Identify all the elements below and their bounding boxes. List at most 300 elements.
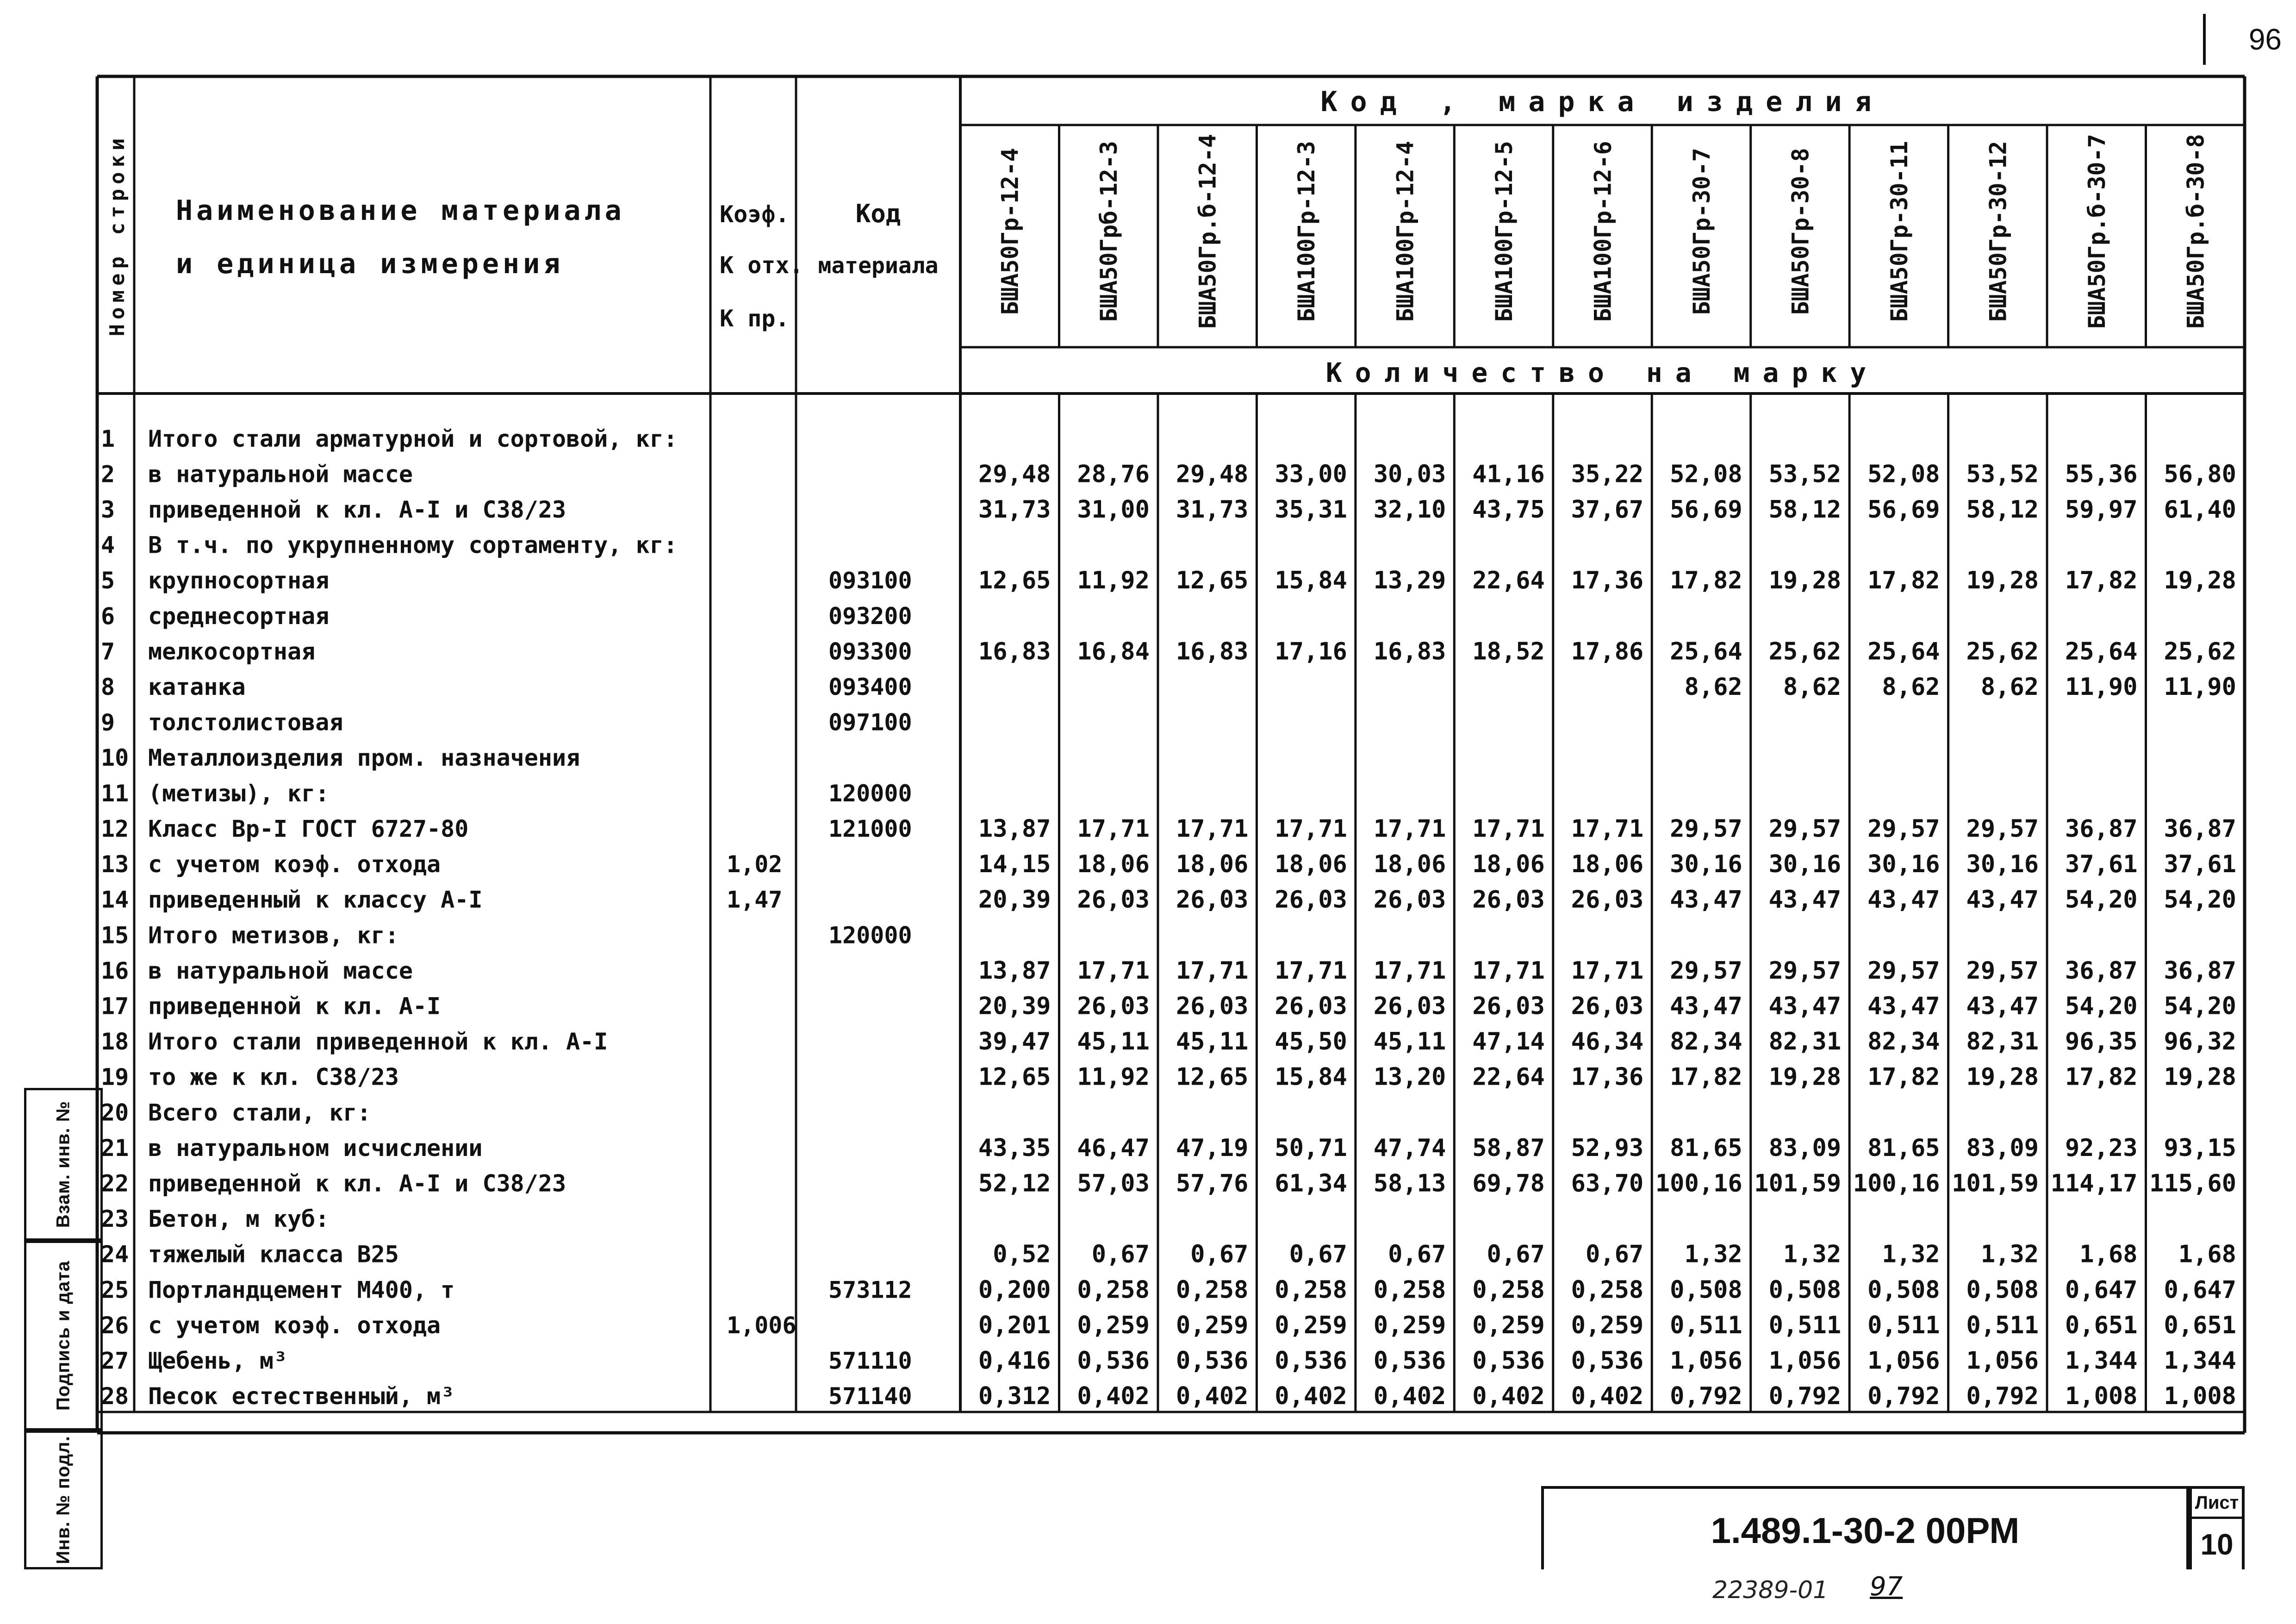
quantity-value: 0,67 (1487, 1240, 1545, 1268)
row-number: 3 (101, 496, 115, 523)
quantity-value: 26,03 (1472, 992, 1545, 1020)
quantity-value: 29,57 (1670, 956, 1742, 985)
quantity-value: 36,87 (2065, 815, 2138, 843)
quantity-value: 12,65 (1176, 1063, 1249, 1091)
quantity-value: 19,28 (2164, 567, 2236, 595)
quantity-value: 43,47 (1966, 886, 2039, 914)
material-name: мелкосортная (148, 638, 316, 665)
quantity-value: 0,402 (1077, 1382, 1150, 1411)
row-number: 19 (101, 1063, 129, 1091)
quantity-value: 13,20 (1373, 1063, 1446, 1091)
quantity-value: 82,34 (1670, 1028, 1742, 1056)
coef-value: 1,006 (727, 1312, 796, 1339)
quantity-value: 0,258 (1571, 1276, 1644, 1304)
quantity-value: 1,056 (1966, 1347, 2039, 1375)
quantity-value: 0,508 (1867, 1276, 1940, 1304)
quantity-value: 16,83 (978, 637, 1051, 666)
row-number: 9 (101, 709, 115, 736)
quantity-value: 58,87 (1472, 1134, 1545, 1162)
quantity-value: 30,16 (1768, 850, 1842, 879)
code-header-line2: материала (818, 253, 939, 279)
quantity-value: 47,19 (1176, 1134, 1249, 1162)
quantity-value: 36,87 (2164, 956, 2236, 985)
quantity-value: 19,28 (1966, 1063, 2039, 1091)
quantity-value: 0,312 (978, 1382, 1051, 1411)
quantity-value: 1,68 (2079, 1240, 2138, 1268)
quantity-value: 8,62 (1684, 673, 1742, 701)
quantity-value: 61,34 (1275, 1169, 1347, 1198)
quantity-value: 17,82 (2065, 567, 2138, 595)
row-number: 12 (101, 815, 129, 843)
quantity-value: 18,06 (1275, 850, 1347, 879)
quantity-value: 17,82 (1670, 1063, 1742, 1091)
quantity-value: 12,65 (978, 1063, 1051, 1091)
row-number: 20 (101, 1099, 129, 1126)
quantity-value: 56,69 (1867, 495, 1940, 524)
material-name: в натуральном исчислении (148, 1134, 483, 1162)
quantity-value: 0,536 (1077, 1347, 1150, 1375)
mark-name: БША100Гр-12-3 (1293, 141, 1320, 322)
row-number: 27 (101, 1347, 129, 1374)
quantity-value: 43,47 (1867, 992, 1940, 1020)
quantity-value: 0,258 (1077, 1276, 1150, 1304)
material-name: приведенный к классу А-I (148, 886, 483, 913)
document-code: 1.489.1-30-2 00РМ (1541, 1486, 2189, 1569)
quantity-value: 0,511 (1867, 1311, 1940, 1339)
quantity-value: 19,28 (1768, 1063, 1842, 1091)
quantity-value: 50,71 (1275, 1134, 1347, 1162)
quantity-value: 17,16 (1275, 637, 1347, 666)
group-header-marks: Код , марка изделия (1320, 86, 1885, 118)
archive-page: 97 (1870, 1572, 1903, 1602)
quantity-value: 17,71 (1571, 815, 1644, 843)
quantity-value: 45,11 (1373, 1028, 1446, 1056)
quantity-value: 0,651 (2164, 1311, 2236, 1339)
quantity-value: 14,15 (978, 850, 1051, 879)
quantity-value: 0,511 (1768, 1311, 1842, 1339)
sheet-number: 10 (2200, 1528, 2234, 1561)
quantity-value: 81,65 (1670, 1134, 1742, 1162)
quantity-value: 55,36 (2065, 460, 2138, 488)
quantity-value: 15,84 (1275, 567, 1347, 595)
table-text (101, 86, 2236, 1410)
material-name: Итого стали арматурной и сортовой, кг: (148, 425, 678, 452)
coef-value: 1,47 (727, 886, 783, 913)
quantity-value: 19,28 (1768, 567, 1842, 595)
quantity-value: 26,03 (1373, 992, 1446, 1020)
quantity-value: 11,92 (1077, 1063, 1150, 1091)
row-number: 21 (101, 1134, 129, 1162)
quantity-value: 17,82 (1867, 567, 1940, 595)
code-header-line1: Код (855, 199, 901, 228)
quantity-value: 25,64 (2065, 637, 2138, 666)
quantity-value: 101,59 (1952, 1169, 2039, 1198)
quantity-value: 18,06 (1472, 850, 1545, 879)
row-number: 11 (101, 780, 129, 807)
quantity-value: 45,11 (1077, 1028, 1150, 1056)
row-number: 22 (101, 1170, 129, 1197)
quantity-value: 32,10 (1373, 495, 1446, 524)
quantity-value: 82,31 (1966, 1028, 2039, 1056)
material-name: крупносортная (148, 567, 330, 594)
quantity-value: 29,57 (1966, 815, 2039, 843)
quantity-value: 18,06 (1176, 850, 1249, 879)
quantity-value: 13,87 (978, 815, 1051, 843)
row-number: 10 (101, 744, 129, 772)
quantity-value: 0,536 (1571, 1347, 1644, 1375)
mark-name: БША50Гр-30-8 (1787, 148, 1814, 315)
name-header-line1: Наименование материала (176, 194, 625, 227)
coef-value: 1,02 (727, 851, 783, 878)
quantity-value: 8,62 (1980, 673, 2039, 701)
quantity-value: 0,536 (1472, 1347, 1545, 1375)
material-name: приведенной к кл. А-I и С38/23 (148, 1170, 566, 1197)
quantity-value: 56,80 (2164, 460, 2236, 488)
row-number: 6 (101, 602, 115, 630)
quantity-value: 0,200 (978, 1276, 1051, 1304)
quantity-value: 12,65 (978, 567, 1051, 595)
quantity-value: 0,508 (1966, 1276, 2039, 1304)
quantity-value: 0,258 (1472, 1276, 1545, 1304)
row-number: 23 (101, 1206, 129, 1233)
quantity-value: 26,03 (1077, 886, 1150, 914)
quantity-value: 1,32 (1783, 1240, 1842, 1268)
material-name: катанка (148, 674, 246, 701)
quantity-value: 29,57 (1867, 956, 1940, 985)
quantity-value: 25,64 (1867, 637, 1940, 666)
quantity-value: 17,71 (1275, 956, 1347, 985)
quantity-value: 11,90 (2065, 673, 2138, 701)
quantity-value: 43,75 (1472, 495, 1545, 524)
quantity-value: 25,64 (1670, 637, 1742, 666)
quantity-value: 45,50 (1275, 1028, 1347, 1056)
mark-name: БША50Гр-30-7 (1688, 148, 1715, 315)
material-name: Песок естественный, м³ (148, 1383, 455, 1410)
row-number: 17 (101, 993, 129, 1020)
quantity-value: 17,71 (1275, 815, 1347, 843)
quantity-value: 0,67 (1289, 1240, 1347, 1268)
quantity-value: 0,536 (1373, 1347, 1446, 1375)
quantity-value: 63,70 (1571, 1169, 1644, 1198)
quantity-value: 1,056 (1670, 1347, 1742, 1375)
mark-name: БША50Гр-30-11 (1885, 141, 1913, 322)
quantity-value: 43,47 (1768, 886, 1842, 914)
row-number: 26 (101, 1312, 129, 1339)
quantity-value: 100,16 (1853, 1169, 1940, 1198)
mark-name: БША100Гр-12-4 (1392, 141, 1419, 322)
quantity-value: 29,57 (1966, 956, 2039, 985)
quantity-value: 12,65 (1176, 567, 1249, 595)
row-number: 16 (101, 957, 129, 984)
quantity-value: 58,13 (1373, 1169, 1446, 1198)
row-number: 7 (101, 638, 115, 665)
quantity-value: 0,258 (1373, 1276, 1446, 1304)
quantity-value: 17,82 (1867, 1063, 1940, 1091)
quantity-value: 26,03 (1373, 886, 1446, 914)
quantity-value: 15,84 (1275, 1063, 1347, 1091)
quantity-value: 54,20 (2065, 992, 2138, 1020)
material-name: (метизы), кг: (148, 780, 330, 807)
quantity-value: 93,15 (2164, 1134, 2236, 1162)
row-number: 8 (101, 674, 115, 701)
mark-name: БША50Гр-12-4 (996, 148, 1024, 315)
quantity-value: 43,47 (1867, 886, 1940, 914)
quantity-value: 56,69 (1670, 495, 1742, 524)
material-name: Щебень, м³ (148, 1347, 288, 1374)
material-name: Портландцемент М400, т (148, 1276, 455, 1304)
quantity-value: 0,792 (1867, 1382, 1940, 1411)
quantity-value: 17,71 (1176, 956, 1249, 985)
quantity-value: 0,67 (1388, 1240, 1446, 1268)
quantity-value: 81,65 (1867, 1134, 1940, 1162)
quantity-value: 36,87 (2065, 956, 2138, 985)
coef-header-line1: Коэф. (720, 201, 790, 228)
mark-name: БША100Гр-12-5 (1491, 141, 1518, 322)
row-number: 5 (101, 567, 115, 594)
quantity-value: 54,20 (2164, 886, 2236, 914)
quantity-value: 31,00 (1077, 495, 1150, 524)
quantity-value: 13,87 (978, 956, 1051, 985)
material-name: Металлоизделия пром. назначения (148, 744, 580, 772)
quantity-value: 26,03 (1176, 886, 1249, 914)
quantity-value: 0,402 (1275, 1382, 1347, 1411)
quantity-value: 0,536 (1176, 1347, 1249, 1375)
quantity-value: 1,056 (1768, 1347, 1842, 1375)
quantity-value: 0,402 (1373, 1382, 1446, 1411)
quantity-value: 25,62 (1966, 637, 2039, 666)
quantity-value: 17,71 (1472, 815, 1545, 843)
mark-name: БША100Гр-12-6 (1589, 141, 1617, 322)
quantity-value: 0,792 (1670, 1382, 1742, 1411)
quantity-value: 0,402 (1176, 1382, 1249, 1411)
page-number: 96 (2203, 14, 2291, 65)
quantity-value: 30,03 (1373, 460, 1446, 488)
quantity-value: 36,87 (2164, 815, 2236, 843)
quantity-value: 53,52 (1768, 460, 1842, 488)
quantity-value: 16,83 (1373, 637, 1446, 666)
material-code: 571110 (828, 1347, 912, 1374)
quantity-value: 17,82 (2065, 1063, 2138, 1091)
quantity-value: 0,508 (1670, 1276, 1742, 1304)
row-number: 28 (101, 1383, 129, 1410)
quantity-value: 53,52 (1966, 460, 2039, 488)
row-number: 25 (101, 1276, 129, 1304)
quantity-value: 41,16 (1472, 460, 1545, 488)
quantity-value: 30,16 (1867, 850, 1940, 879)
material-name: Итого метизов, кг: (148, 922, 399, 949)
quantity-value: 0,416 (978, 1347, 1051, 1375)
quantity-value: 114,17 (2050, 1169, 2138, 1198)
material-name: В т.ч. по укрупненному сортаменту, кг: (148, 531, 678, 559)
quantity-value: 54,20 (2164, 992, 2236, 1020)
mark-name: БША50Грб-12-3 (1095, 141, 1123, 322)
material-name: в натуральной массе (148, 461, 413, 488)
quantity-value: 17,71 (1077, 815, 1150, 843)
coef-header-line2: К отх. (720, 252, 803, 279)
quantity-value: 43,35 (978, 1134, 1051, 1162)
quantity-value: 25,62 (2164, 637, 2236, 666)
quantity-value: 0,259 (1472, 1311, 1545, 1339)
quantity-value: 37,61 (2164, 850, 2236, 879)
quantity-value: 1,68 (2178, 1240, 2236, 1268)
quantity-value: 43,47 (1670, 992, 1742, 1020)
quantity-value: 39,47 (978, 1028, 1051, 1056)
quantity-value: 17,36 (1571, 567, 1644, 595)
quantity-value: 17,36 (1571, 1063, 1644, 1091)
quantity-value: 26,03 (1077, 992, 1150, 1020)
quantity-value: 37,61 (2065, 850, 2138, 879)
quantity-value: 17,71 (1077, 956, 1150, 985)
quantity-value: 101,59 (1754, 1169, 1842, 1198)
quantity-value: 0,259 (1373, 1311, 1446, 1339)
quantity-value: 17,71 (1571, 956, 1644, 985)
quantity-value: 26,03 (1571, 992, 1644, 1020)
row-number: 4 (101, 531, 115, 559)
quantity-value: 69,78 (1472, 1169, 1545, 1198)
quantity-value: 33,00 (1275, 460, 1347, 488)
quantity-value: 57,03 (1077, 1169, 1150, 1198)
archive-number: 22389-01 (1712, 1576, 1829, 1604)
quantity-value: 61,40 (2164, 495, 2236, 524)
quantity-value: 58,12 (1966, 495, 2039, 524)
material-name: Класс Вр-I ГОСТ 6727-80 (148, 815, 469, 843)
material-name: Бетон, м куб: (148, 1206, 330, 1233)
quantity-value: 35,31 (1275, 495, 1347, 524)
quantity-value: 19,28 (1966, 567, 2039, 595)
quantity-value: 45,11 (1176, 1028, 1249, 1056)
quantity-value: 82,31 (1768, 1028, 1842, 1056)
quantity-value: 28,76 (1077, 460, 1150, 488)
quantity-value: 0,647 (2065, 1276, 2138, 1304)
quantity-value: 52,12 (978, 1169, 1051, 1198)
quantity-value: 0,647 (2164, 1276, 2236, 1304)
quantity-value: 0,402 (1571, 1382, 1644, 1411)
quantity-value: 37,67 (1571, 495, 1644, 524)
quantity-value: 0,67 (1585, 1240, 1644, 1268)
quantity-value: 29,48 (978, 460, 1051, 488)
quantity-value: 58,12 (1768, 495, 1842, 524)
quantity-value: 31,73 (1176, 495, 1249, 524)
quantity-value: 43,47 (1768, 992, 1842, 1020)
quantity-value: 11,90 (2164, 673, 2236, 701)
quantity-value: 82,34 (1867, 1028, 1940, 1056)
material-code: 093300 (828, 638, 912, 665)
material-code: 093100 (828, 567, 912, 594)
quantity-value: 17,71 (1176, 815, 1249, 843)
quantity-value: 0,259 (1571, 1311, 1644, 1339)
quantity-value: 31,73 (978, 495, 1051, 524)
quantity-value: 96,32 (2164, 1028, 2236, 1056)
quantity-value: 0,67 (1190, 1240, 1249, 1268)
quantity-value: 0,511 (1670, 1311, 1742, 1339)
quantity-value: 17,71 (1373, 956, 1446, 985)
quantity-value: 17,71 (1472, 956, 1545, 985)
group-header-quantity: Количество на марку (1325, 357, 1879, 388)
row-number: 15 (101, 922, 129, 949)
material-name: приведенной к кл. А-I (148, 993, 441, 1020)
material-code: 093400 (828, 674, 912, 701)
material-name: Всего стали, кг: (148, 1099, 371, 1126)
material-name: приведенной к кл. А-I и С38/23 (148, 496, 566, 523)
quantity-value: 8,62 (1783, 673, 1842, 701)
material-code: 120000 (828, 922, 912, 949)
quantity-value: 96,35 (2065, 1028, 2138, 1056)
quantity-value: 17,86 (1571, 637, 1644, 666)
row-number: 24 (101, 1241, 129, 1268)
quantity-value: 43,47 (1966, 992, 2039, 1020)
side-stamp (24, 1088, 103, 1569)
material-name: среднесортная (148, 602, 330, 630)
quantity-value: 57,76 (1176, 1169, 1249, 1198)
quantity-value: 19,28 (2164, 1063, 2236, 1091)
material-code: 121000 (828, 815, 912, 843)
quantity-value: 22,64 (1472, 567, 1545, 595)
quantity-value: 17,82 (1670, 567, 1742, 595)
material-code: 573112 (828, 1276, 912, 1304)
mark-name: БША50Гр.б-12-4 (1194, 134, 1221, 329)
quantity-value: 18,06 (1373, 850, 1446, 879)
stamp-original-inv: Инв. № подл. (24, 1430, 103, 1569)
quantity-value: 43,47 (1670, 886, 1742, 914)
quantity-value: 0,402 (1472, 1382, 1545, 1411)
quantity-value: 1,008 (2164, 1382, 2236, 1411)
quantity-value: 29,57 (1867, 815, 1940, 843)
mark-name: БША50Гр.б-30-7 (2083, 134, 2110, 329)
stamp-replacement-inv: Взам. инв. № (24, 1088, 103, 1241)
quantity-value: 1,32 (1882, 1240, 1940, 1268)
material-name: с учетом коэф. отхода (148, 1312, 441, 1339)
quantity-value: 16,83 (1176, 637, 1249, 666)
row-number: 2 (101, 461, 115, 488)
quantity-value: 0,259 (1077, 1311, 1150, 1339)
quantity-value: 0,259 (1275, 1311, 1347, 1339)
quantity-value: 46,47 (1077, 1134, 1150, 1162)
quantity-value: 30,16 (1966, 850, 2039, 879)
quantity-value: 0,651 (2065, 1311, 2138, 1339)
quantity-value: 17,71 (1373, 815, 1446, 843)
row-number-header: Номер строки (106, 133, 129, 337)
quantity-value: 0,67 (1091, 1240, 1150, 1268)
quantity-value: 0,52 (993, 1240, 1051, 1268)
quantity-value: 25,62 (1768, 637, 1842, 666)
material-name: Итого стали приведенной к кл. А-I (148, 1028, 608, 1056)
name-header-line2: и единица измерения (176, 248, 564, 280)
quantity-value: 18,06 (1077, 850, 1150, 879)
quantity-value: 0,259 (1176, 1311, 1249, 1339)
quantity-value: 100,16 (1655, 1169, 1742, 1198)
quantity-value: 26,03 (1472, 886, 1545, 914)
quantity-value: 115,60 (2149, 1169, 2236, 1198)
material-name: то же к кл. С38/23 (148, 1063, 399, 1091)
quantity-value: 54,20 (2065, 886, 2138, 914)
quantity-value: 26,03 (1275, 886, 1347, 914)
quantity-value: 18,52 (1472, 637, 1545, 666)
row-number: 14 (101, 886, 129, 913)
quantity-value: 1,32 (1684, 1240, 1742, 1268)
quantity-value: 0,201 (978, 1311, 1051, 1339)
quantity-value: 47,74 (1373, 1134, 1446, 1162)
quantity-value: 1,32 (1980, 1240, 2039, 1268)
quantity-value: 29,57 (1768, 956, 1842, 985)
quantity-value: 47,14 (1472, 1028, 1545, 1056)
quantity-value: 52,93 (1571, 1134, 1644, 1162)
quantity-value: 0,792 (1768, 1382, 1842, 1411)
quantity-value: 52,08 (1670, 460, 1742, 488)
quantity-value: 52,08 (1867, 460, 1940, 488)
quantity-value: 16,84 (1077, 637, 1150, 666)
sheet-box (2189, 1486, 2245, 1569)
quantity-value: 29,57 (1768, 815, 1842, 843)
